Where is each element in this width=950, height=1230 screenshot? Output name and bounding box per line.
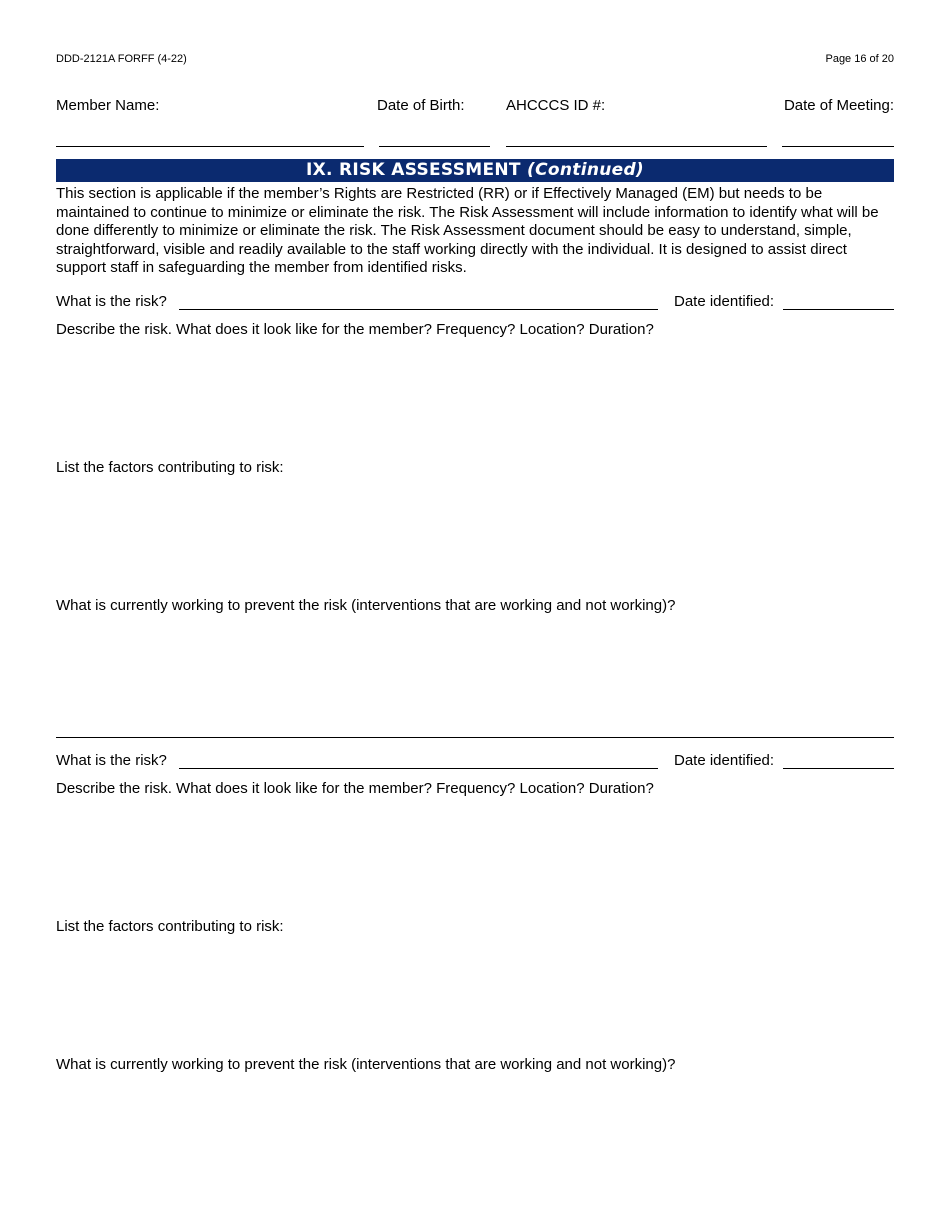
date-of-meeting-label: Date of Meeting: — [783, 97, 894, 114]
ahcccs-id-field[interactable] — [506, 146, 767, 147]
page-number: Page 16 of 20 — [825, 53, 894, 65]
date-of-birth-field[interactable] — [379, 146, 490, 147]
section-intro: This section is applicable if the member’s Rights are Restricted (RR) or if Effectively Managed (EM) but needs to be maintained to continue to minimize or eliminate the risk. The Risk Assessment will include information to identify what will be done differently to minimize or eliminate the risk. The Risk Assessment document should be easy to understand, simple, straightforward, visible and readily available to the staff working directly with the individual. It is designed to assist direct support staff in safeguarding the member from identified risks. — [56, 185, 879, 277]
current-interventions-label: What is currently working to prevent the risk (interventions that are working and not working)? — [56, 1056, 676, 1073]
date-identified-field[interactable] — [783, 309, 894, 310]
contributing-factors-label: List the factors contributing to risk: — [56, 918, 284, 935]
ahcccs-id-label: AHCCCS ID #: — [506, 97, 606, 114]
describe-risk-label: Describe the risk. What does it look like for the member? Frequency? Location? Duration? — [56, 780, 654, 797]
risk-label: What is the risk? — [56, 752, 167, 769]
section-heading — [56, 159, 894, 182]
date-identified-label: Date identified: — [674, 752, 775, 769]
section-title-suffix: (Continued) — [527, 160, 645, 180]
risk-label: What is the risk? — [56, 293, 167, 310]
member-name-label: Member Name: — [56, 97, 160, 114]
form-id: DDD-2121A FORFF (4-22) — [56, 53, 187, 65]
current-interventions-label: What is currently working to prevent the risk (interventions that are working and not working)? — [56, 597, 676, 614]
member-name-field[interactable] — [56, 146, 364, 147]
describe-risk-label: Describe the risk. What does it look like for the member? Frequency? Location? Duration? — [56, 321, 654, 338]
contributing-factors-label: List the factors contributing to risk: — [56, 459, 284, 476]
risk-field[interactable] — [179, 768, 658, 769]
date-identified-field[interactable] — [783, 768, 894, 769]
risk-field[interactable] — [179, 309, 658, 310]
section-title: IX. RISK ASSESSMENT — [305, 160, 521, 180]
section-divider — [56, 737, 894, 738]
date-of-birth-label: Date of Birth: — [377, 97, 465, 114]
date-identified-label: Date identified: — [674, 293, 775, 310]
date-of-meeting-field[interactable] — [782, 146, 894, 147]
